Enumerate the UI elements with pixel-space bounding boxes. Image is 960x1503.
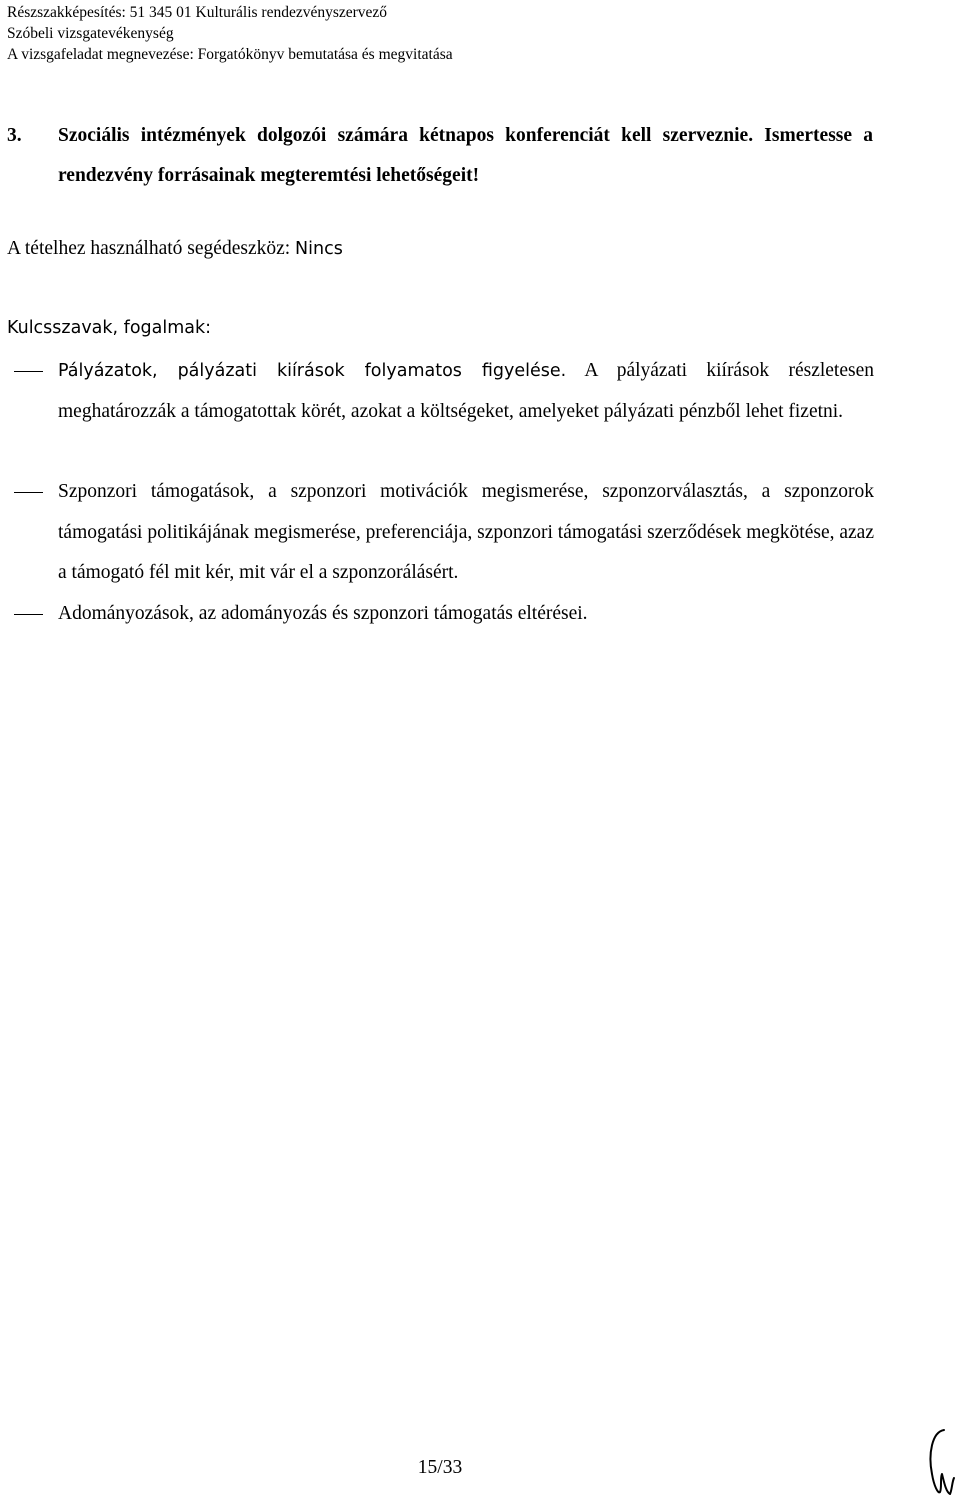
list-item-lead: Pályázatok, pályázati kiírások folyamatos figyelése. — [58, 361, 567, 381]
document-header — [7, 2, 453, 65]
tool-label: A tételhez használható segédeszköz: — [7, 238, 291, 259]
header-activity: Szóbeli vizsgatevékenység — [7, 25, 174, 42]
list-item-text: Szponzori támogatások, a szponzori motivációk megismerése, szponzorválasztás, a szponzorok támogatási politikájának megismerése, preferenciája, szponzori támogatási szerződések megkötése, azaz a támogató fél mit kér, mit vár el a szponzorálásért. — [58, 481, 874, 583]
list-item — [58, 594, 874, 635]
signature-mark — [918, 1420, 958, 1500]
keywords-title: Kulcsszavak, fogalmak: — [7, 318, 212, 338]
page-number: 15/33 — [417, 1457, 463, 1478]
list-item-text: Adományozások, az adományozás és szponzori támogatás eltérései. — [58, 603, 588, 624]
question-block — [7, 116, 873, 196]
list-item — [58, 351, 874, 432]
dash-bullet-icon — [14, 371, 43, 372]
header-qualification: Részszakképesítés: 51 345 01 Kulturális rendezvényszervező — [7, 4, 388, 21]
dash-bullet-icon — [14, 492, 43, 493]
tool-value: Nincs — [295, 239, 343, 259]
dash-bullet-icon — [14, 614, 43, 615]
question-number: 3. — [7, 125, 22, 146]
list-item-text: A pályázati kiírások részletesen meghatározzák a támogatottak körét, azokat a költségeket, amelyeket pályázati pénzből lehet fizetni. — [58, 360, 874, 422]
question-text: Szociális intézmények dolgozói számára kétnapos konferenciát kell szerveznie. Ismertesse a rendezvény forrásainak megteremtési lehetőségeit! — [58, 125, 873, 186]
header-task-name: A vizsgafeladat megnevezése: Forgatókönyv bemutatása és megvitatása — [7, 46, 453, 63]
tool-line — [7, 234, 343, 264]
list-item — [58, 472, 874, 594]
